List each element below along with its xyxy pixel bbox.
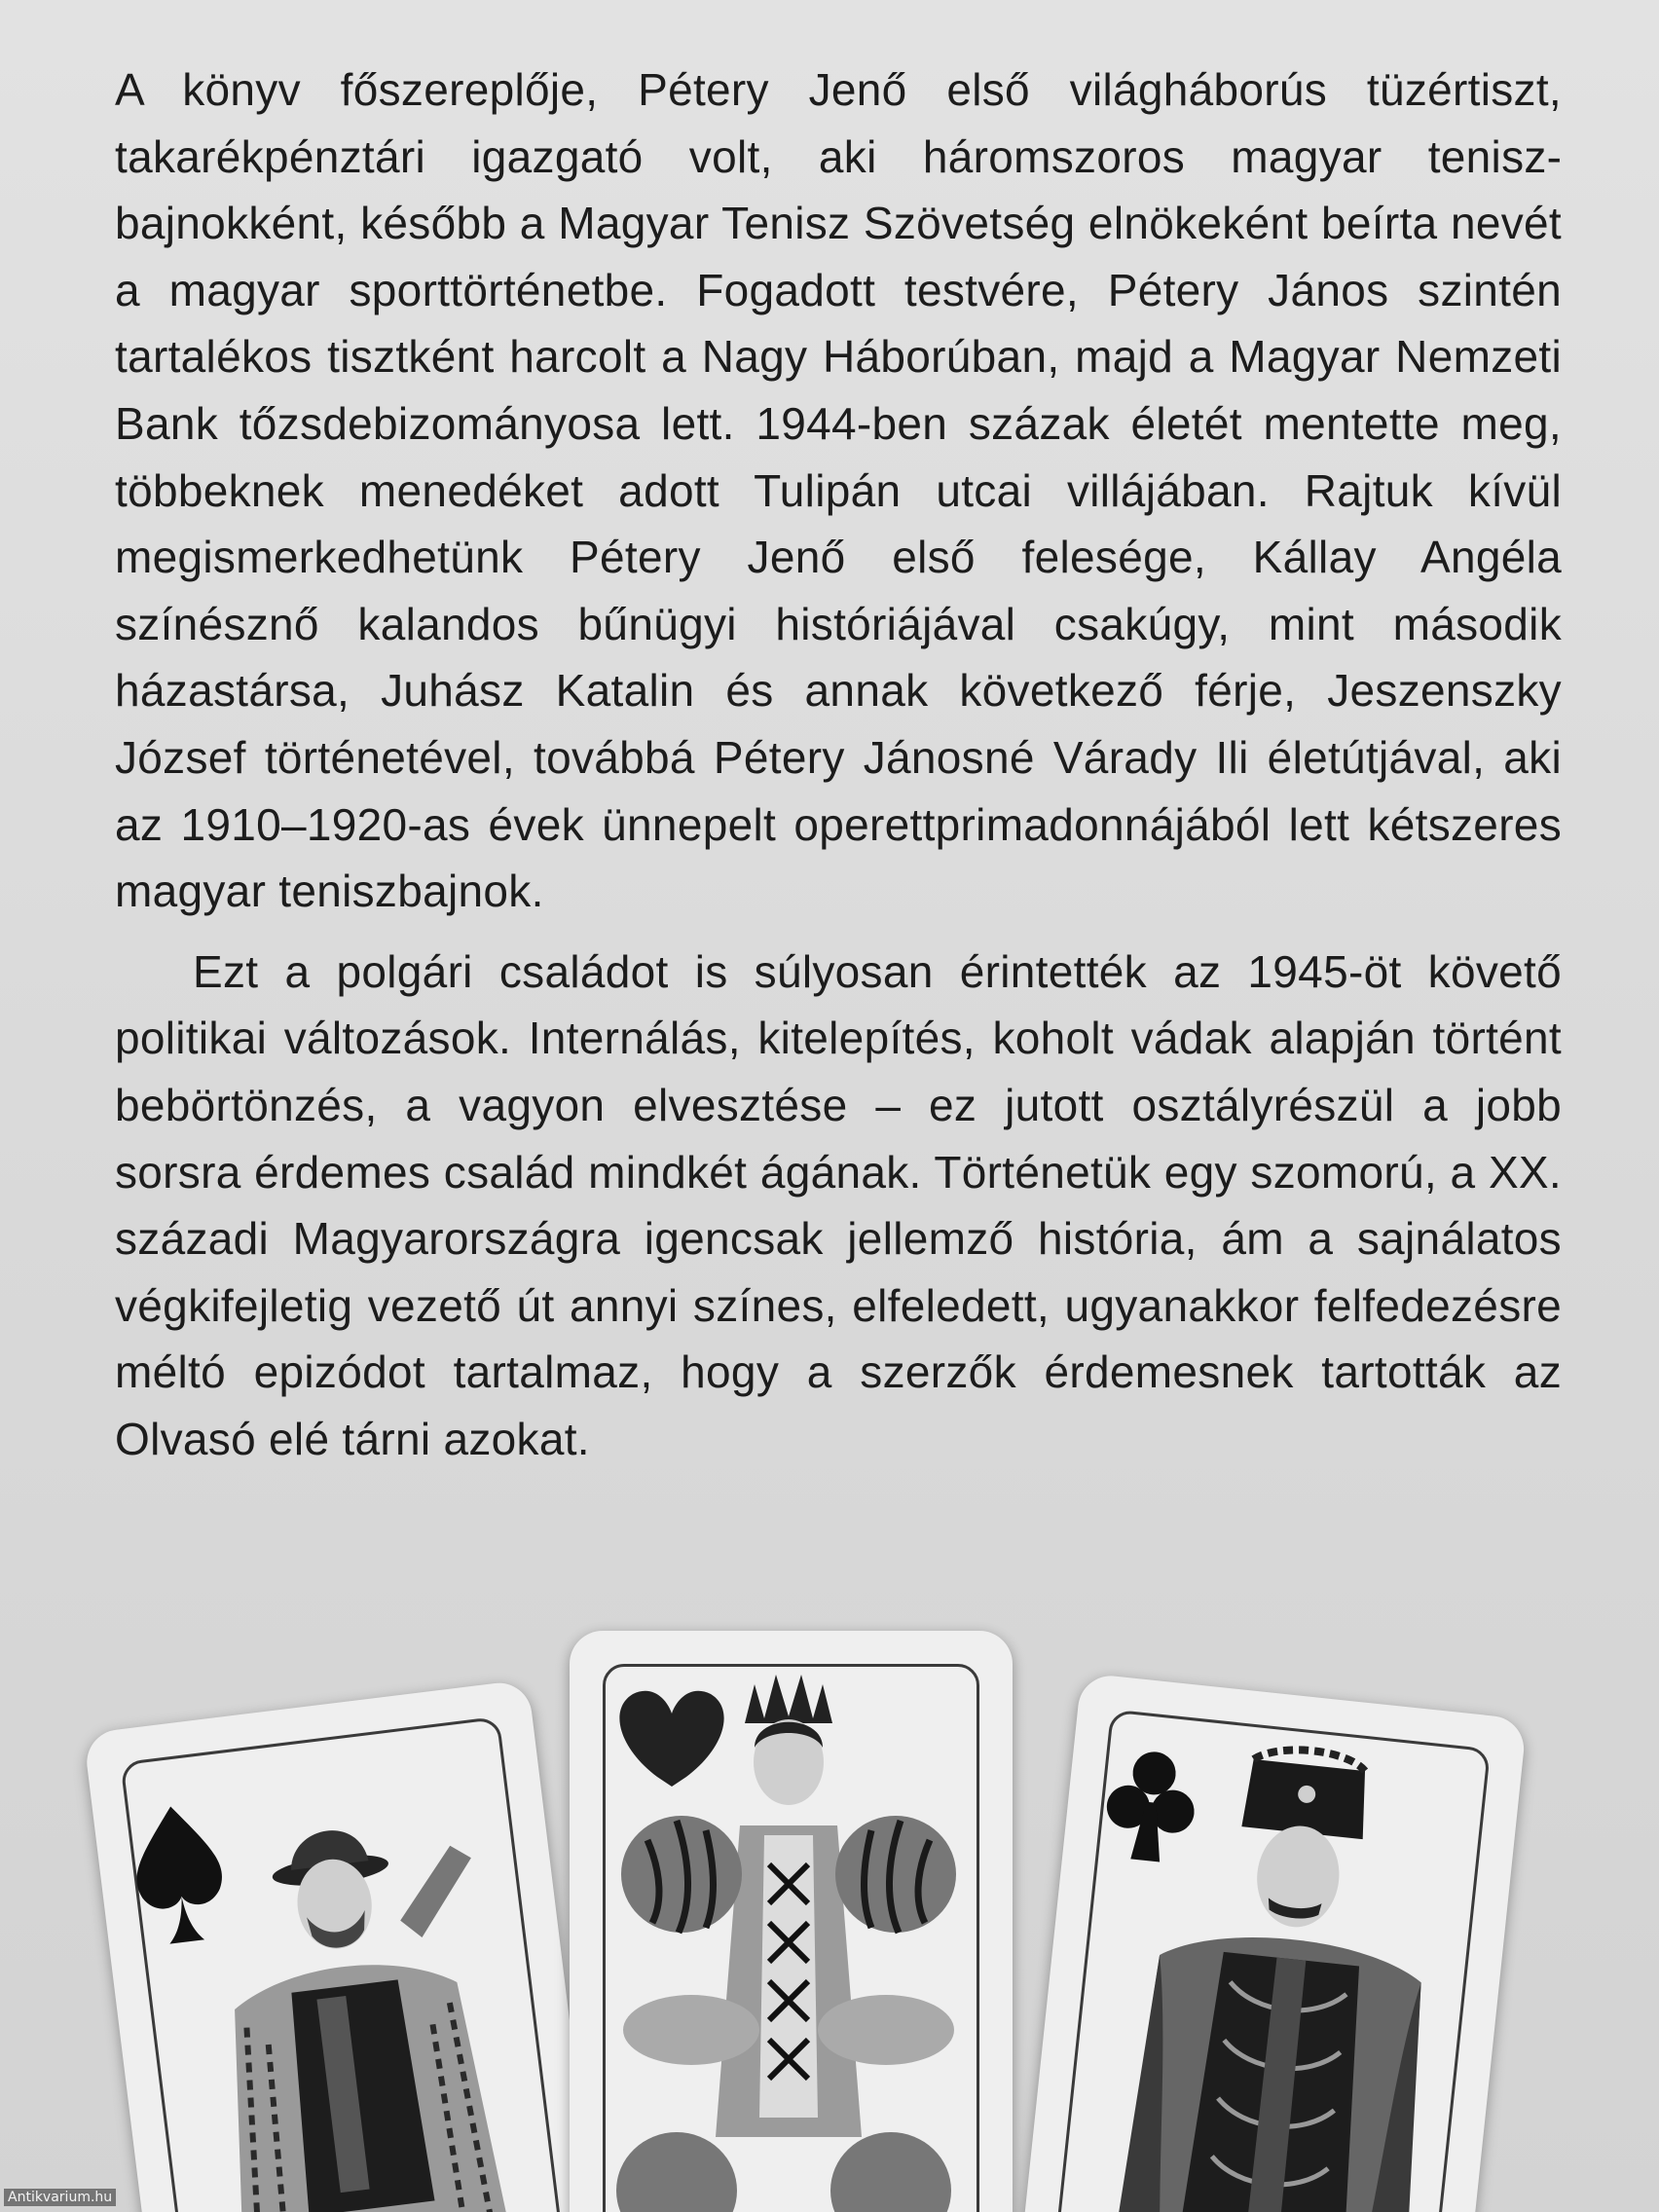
spade-icon [129, 1801, 230, 1947]
watermark: Antikvarium.hu [4, 2189, 116, 2206]
playing-cards-illustration [0, 1597, 1659, 2212]
card-spade-figure [83, 1679, 617, 2212]
paragraph-1: A könyv főszereplője, Pétery Jenő első világháborús tüzértiszt, takarékpénztári igazgató volt, aki háromszoros magyar teniszbajnokként, később a Magyar Tenisz Szövetség elnökeként beírta nevét a magyar sporttörténetbe. Fogadott testvére, Pétery János szintén tartalékos tisztként harcolt a Nagy Háborúban, majd a Magyar Nemzeti Bank tőzsdebizományosa lett. 1944-ben százak életét mentette meg, többeknek menedéket adott Tulipán utcai villájában. Rajtuk kívül megismerkedhetünk Pétery Jenő első felesége, Kállay Angéla színésznő kalandos bűnügyi históriájával csakúgy, mint második házastársa, Juhász Katalin és annak következő férje, Jeszenszky József történetével, továbbá Pétery Jánosné Várady Ili életútjával, aki az 1910–1920-as évek ünnepelt operettprimadonnájából lett kétszeres magyar teniszbajnok. [115, 64, 1562, 917]
heart-icon [619, 1691, 723, 1787]
club-icon [1101, 1748, 1199, 1865]
paragraph-2: Ezt a polgári családot is súlyosan érintették az 1945-öt követő politikai változások. Internálás, kitelepítés, koholt vádak alapján történt bebörtönzés, a vagyon elvesztése – ez jutott osztályrészül a jobb sorsra érdemes család mindkét ágának. Történetük egy szomorú, a XX. századi Magyarországra igencsak jellemző história, ám a sajnálatos végkifejletig vezető út annyi színes, elfeledett, ugyanakkor felfedezésre méltó epizódot tartalmaz, hogy a szerzők érdemesnek tartották az Olvasó elé tárni azokat. [115, 945, 1562, 1464]
card-heart-figure [570, 1631, 1013, 2212]
card-spade [83, 1679, 617, 2212]
card-club [1005, 1673, 1528, 2212]
blurb-text [115, 56, 1562, 1472]
card-club-figure [1005, 1673, 1528, 2212]
card-heart [570, 1631, 1013, 2212]
